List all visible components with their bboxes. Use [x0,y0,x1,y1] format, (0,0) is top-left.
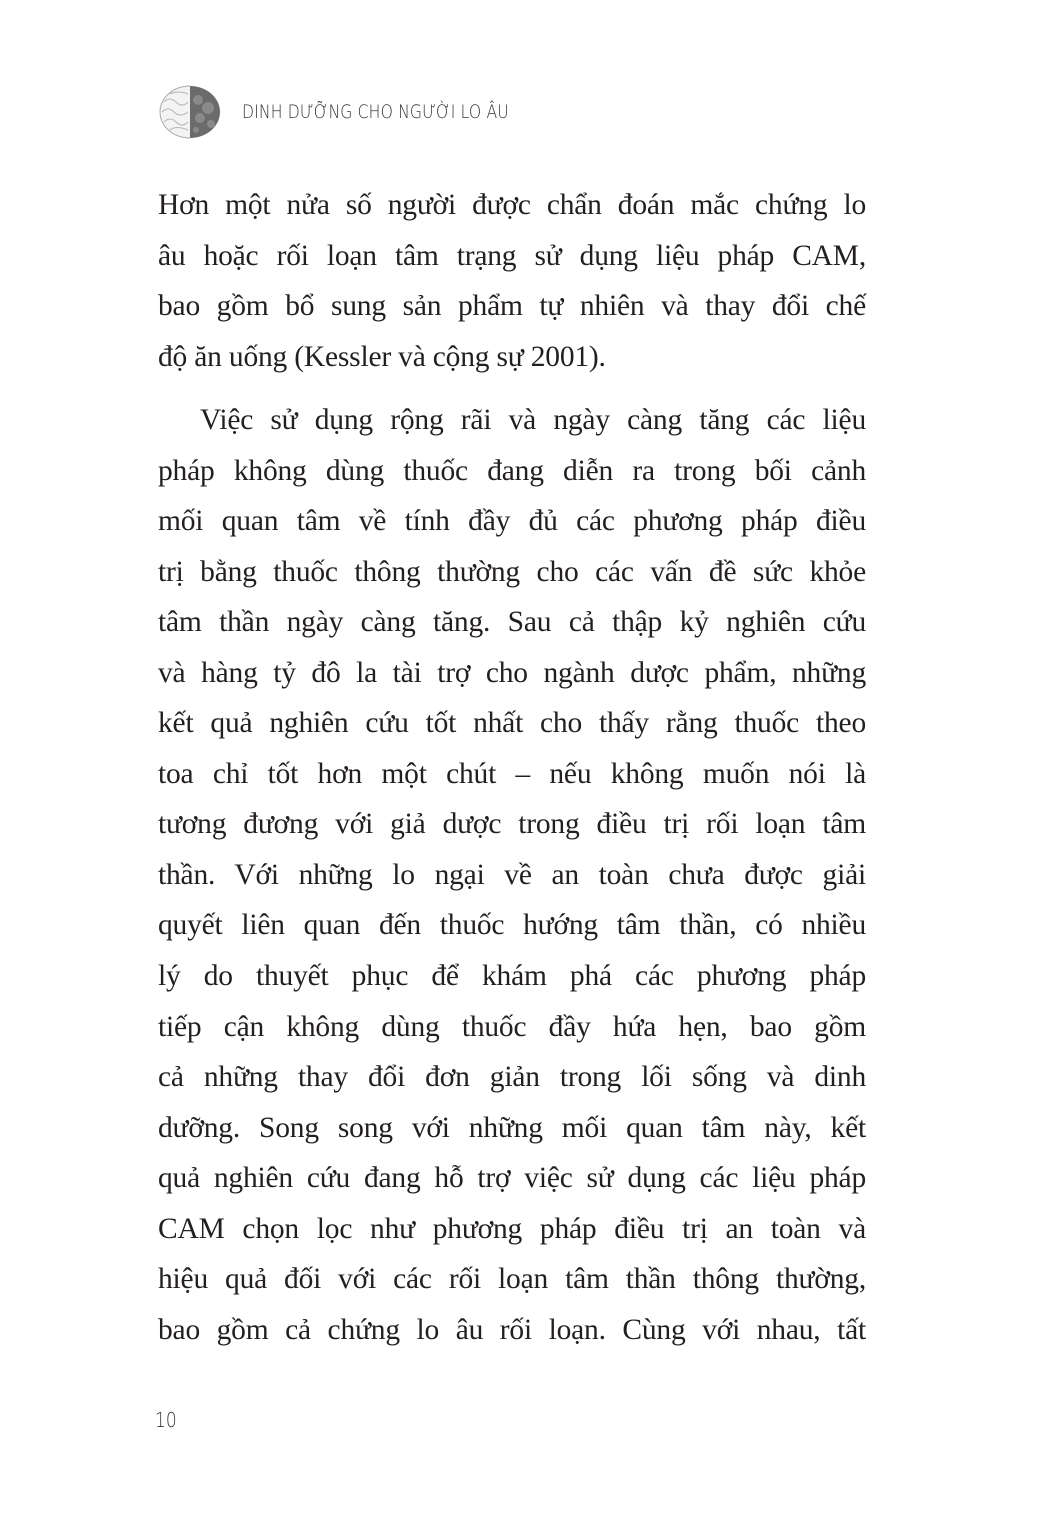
running-title: DINH DƯỠNG CHO NGƯỜI LO ÂU [242,101,509,123]
text-line: toa chỉ tốt hơn một chút – nếu không muốn nói là [158,757,866,790]
text-line: tâm thần ngày càng tăng. Sau cả thập kỷ nghiên cứu [158,606,866,639]
text-line: dưỡng. Song song với những mối quan tâm này, kết [158,1111,866,1144]
text-line: Hơn một nửa số người được chẩn đoán mắc chứng lo [158,189,866,221]
text-line: kết quả nghiên cứu tốt nhất cho thấy rằng thuốc theo [158,707,866,740]
page-number: 10 [155,1408,177,1432]
text-line: Việc sử dụng rộng rãi và ngày càng tăng các liệu [200,404,866,436]
text-line: và hàng tỷ đô la tài trợ cho ngành dược phẩm, những [158,656,866,689]
text-line: tiếp cận không dùng thuốc đầy hứa hẹn, bao gồm [158,1010,866,1043]
paragraph-2 [158,395,866,1355]
text-line: quyết liên quan đến thuốc hướng tâm thần, có nhiều [158,909,866,942]
text-line: thần. Với những lo ngại về an toàn chưa được giải [158,858,866,891]
text-line: độ ăn uống (Kessler và cộng sự 2001). [158,340,606,373]
text-line: CAM chọn lọc như phương pháp điều trị an toàn và [158,1212,866,1245]
text-line: quả nghiên cứu đang hỗ trợ việc sử dụng các liệu pháp [158,1162,866,1195]
paragraph-1 [158,180,866,382]
text-line: pháp không dùng thuốc đang diễn ra trong bối cảnh [158,454,866,487]
brain-icon [156,84,224,140]
text-line: lý do thuyết phục để khám phá các phương pháp [158,960,866,993]
text-line: bao gồm bổ sung sản phẩm tự nhiên và thay đổi chế [158,290,866,323]
text-line: âu hoặc rối loạn tâm trạng sử dụng liệu pháp CAM, [158,239,866,272]
text-line: tương đương với giả dược trong điều trị rối loạn tâm [158,808,866,841]
text-line: hiệu quả đối với các rối loạn tâm thần thông thường, [158,1263,866,1296]
text-line: cả những thay đổi đơn giản trong lối sống và dinh [158,1061,866,1094]
text-line: trị bằng thuốc thông thường cho các vấn đề sức khỏe [158,555,866,588]
text-line: bao gồm cả chứng lo âu rối loạn. Cùng với nhau, tất [158,1313,866,1346]
running-header [156,84,567,140]
text-line: mối quan tâm về tính đầy đủ các phương pháp điều [158,505,866,538]
